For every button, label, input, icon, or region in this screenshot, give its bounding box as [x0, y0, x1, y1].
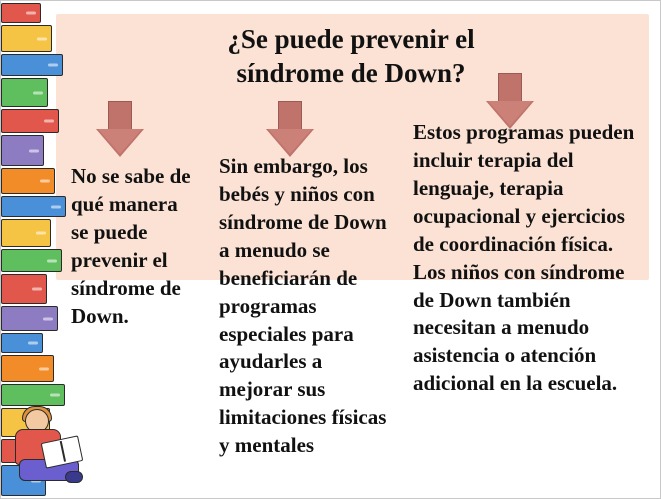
book [1, 109, 59, 133]
book [1, 54, 63, 76]
book [1, 25, 52, 52]
arrow-head-highlight [98, 129, 142, 154]
book [1, 384, 65, 406]
book [1, 219, 51, 247]
reading-child-illustration [9, 409, 81, 489]
text-column-2: Sin embargo, los bebés y niños con síndrome de Down a menudo se beneficiarán de programas especiales para ayudarles a mejorar sus limitaciones físicas y mentales [219, 154, 387, 458]
book [1, 78, 48, 107]
book [1, 333, 43, 353]
child-shoe [65, 471, 83, 483]
arrow-head-highlight [268, 129, 312, 154]
book [1, 249, 62, 272]
down-arrow-icon [96, 101, 144, 157]
page-title-line-1: ¿Se puede prevenir el [227, 24, 475, 54]
book [1, 306, 58, 331]
text-column-3: Estos programas pueden incluir terapia del lenguaje, terapia ocupacional y ejercicios de coordinación física. Los niños con síndrome de Down también necesitan a menudo asistencia o atención adicional en la escuela. [413, 120, 635, 396]
arrow-stem [498, 73, 522, 103]
book [1, 355, 54, 382]
book [1, 196, 66, 217]
down-arrow-icon [266, 101, 314, 157]
book [1, 274, 47, 304]
arrow-stem [108, 101, 132, 131]
book [1, 3, 41, 23]
book [1, 168, 55, 194]
arrow-stem [278, 101, 302, 131]
page-title-line-2: síndrome de Down? [236, 57, 466, 88]
book [1, 135, 44, 166]
text-column-1: No se sabe de qué manera se puede prevenir el síndrome de Down. [71, 164, 191, 328]
